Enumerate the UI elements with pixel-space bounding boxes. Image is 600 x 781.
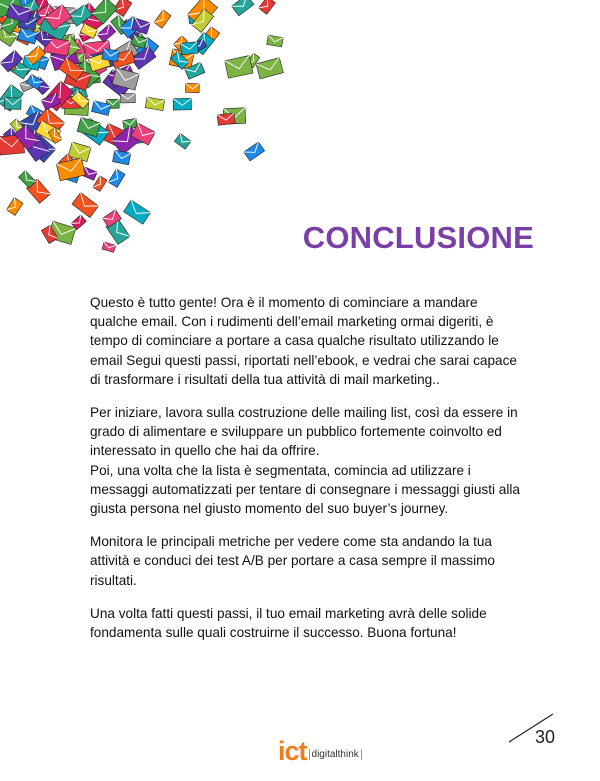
- envelope-icon: [174, 133, 190, 149]
- envelope-icon: [259, 0, 276, 14]
- paragraph-2: [90, 403, 520, 518]
- logo: [278, 738, 362, 764]
- page-number: 30: [535, 727, 556, 747]
- envelope-icon: [124, 200, 151, 224]
- paragraph-1: Questo è tutto gente! Ora è il momento di cominciare a mandare qualche email. Con i rudimenti dell’email marketing ormai digeriti, è tempo di cominciare a portare a casa qualche risultato utilizzando le email Segui questi passi, riportati nell’ebook, e vedrai che sarai capace di trasformare i risultati della tua attività di mail marketing..: [90, 295, 517, 387]
- envelope-icon: [77, 117, 100, 136]
- envelope-icon: [102, 48, 120, 61]
- envelope-collage: [0, 0, 310, 272]
- envelope-icon: [256, 58, 283, 79]
- envelope-icon: [120, 94, 135, 103]
- envelope-icon: [267, 35, 284, 47]
- envelope-icon: [145, 97, 164, 111]
- logo-sub: digitalthink: [309, 749, 362, 760]
- page-title: CONCLUSIONE: [302, 220, 534, 255]
- envelope-icon: [225, 55, 253, 78]
- envelope-icon: [97, 24, 116, 42]
- envelope-icon: [72, 193, 99, 218]
- body-text: [90, 293, 520, 656]
- paragraph-2a: Per iniziare, lavora sulla costruzione delle mailing list, così da essere in grado di alimentare e sviluppare un pubblico fortemente coinvolto ed interessato in quello che hai da offrire.: [90, 405, 518, 459]
- envelope-icon: [102, 242, 116, 252]
- logo-main: ict: [278, 736, 307, 766]
- envelope-icon: [154, 10, 171, 28]
- envelope-icon: [244, 142, 265, 161]
- paragraph-2b: Poi, una volta che la lista è segmentata, comincia ad utilizzare i messaggi automatizzati per tentare di consegnare i messaggi giusti alla giusta persona nel giusto momento del suo buyer’s journey.: [90, 462, 520, 517]
- envelope-icon: [5, 98, 22, 110]
- paragraph-4: Una volta fatti questi passi, il tuo email marketing avrà delle solide fondamenta sulle quali costruirne il successo. Buona fortuna!: [90, 605, 487, 641]
- envelope-icon: [113, 150, 131, 165]
- envelope-icon: [232, 0, 254, 16]
- envelope-icon: [217, 113, 235, 125]
- envelope-icon: [185, 83, 199, 93]
- envelope-icon: [173, 98, 191, 110]
- paragraph-3: Monitora le principali metriche per vedere come sta andando la tua attività e conduci dei test A/B per portare a casa sempre il massimo risultati.: [90, 534, 495, 588]
- envelope-icon: [180, 42, 198, 55]
- envelope-icon: [6, 198, 23, 216]
- envelope-icon: [108, 169, 125, 188]
